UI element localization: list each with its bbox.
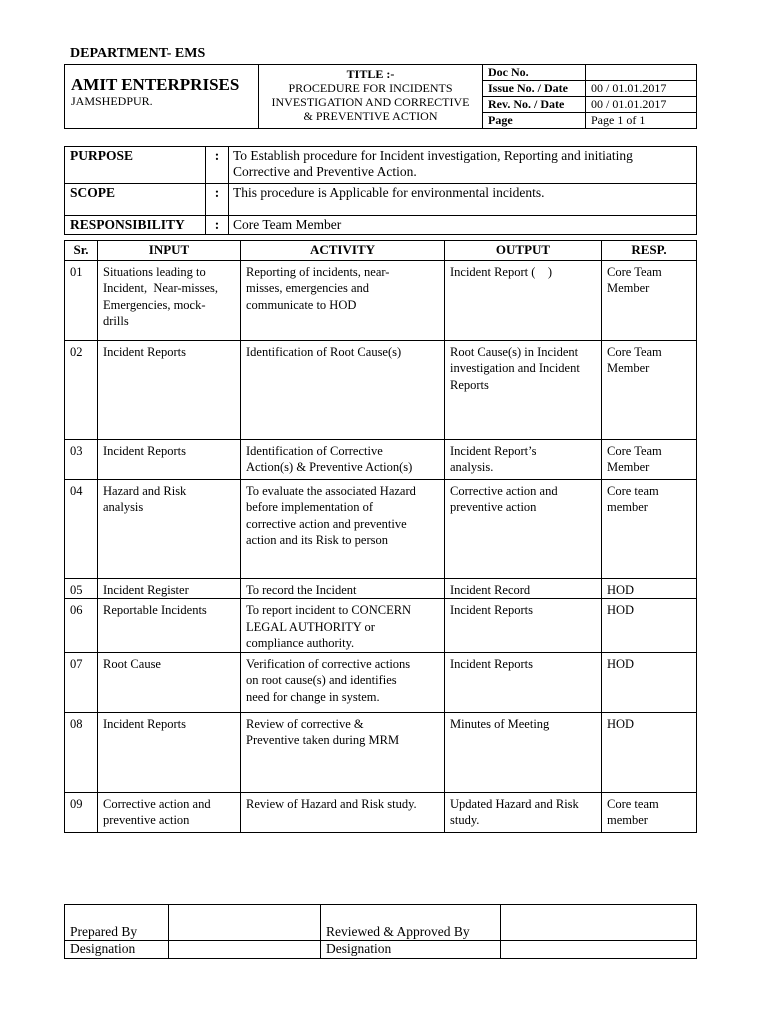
signoff-table: [64, 904, 697, 959]
row-activity: [241, 439, 445, 479]
row-resp-line: Core team: [607, 483, 659, 498]
row-output-line: investigation and Incident: [450, 361, 580, 375]
row-resp-line: Member: [607, 460, 650, 474]
row-resp: [602, 439, 697, 479]
scope-colon: :: [206, 184, 229, 216]
doc-no-value: [586, 65, 697, 81]
purpose-colon: :: [206, 147, 229, 184]
row-input-line: Incident Reports: [103, 344, 186, 359]
row-resp-line: Member: [607, 361, 650, 375]
procedure-table: [64, 240, 697, 833]
row-activity-line: compliance authority.: [246, 636, 355, 650]
header-resp: RESP.: [602, 241, 697, 261]
reviewed-by-value: [501, 905, 697, 941]
purpose-line-1: To Establish procedure for Incident investigation, Reporting and initiating: [233, 148, 633, 163]
row-input-line: Incident Reports: [103, 716, 186, 731]
row-activity-line: communicate to HOD: [246, 297, 357, 312]
row-input-line: Situations leading to: [103, 264, 206, 279]
row-resp-line: Core team: [607, 796, 659, 811]
prepared-by-value: [169, 905, 321, 941]
row-resp-line: HOD: [607, 716, 635, 731]
row-output: [445, 599, 602, 653]
page-label: Page: [483, 113, 586, 129]
row-input-line: Incident, Near-misses,: [103, 281, 218, 295]
row-input: [98, 652, 241, 712]
rev-no-value: 00 / 01.01.2017: [586, 97, 697, 113]
title-line-1: PROCEDURE FOR INCIDENTS: [288, 81, 453, 95]
row-output-line: Incident Record: [450, 582, 531, 597]
issue-no-label: Issue No. / Date: [483, 81, 586, 97]
row-resp: [602, 792, 697, 832]
row-activity-line: Verification of corrective actions: [246, 656, 411, 671]
row-resp-line: member: [607, 813, 648, 827]
page-value: Page 1 of 1: [586, 113, 697, 129]
row-input: [98, 479, 241, 578]
row-output-line: Reports: [450, 377, 489, 392]
row-activity: [241, 578, 445, 599]
row-output: [445, 792, 602, 832]
row-output-line: analysis.: [450, 460, 494, 474]
row-sr: 06: [65, 599, 98, 653]
scope-label: SCOPE: [65, 184, 206, 216]
row-activity: [241, 340, 445, 439]
header-output: OUTPUT: [445, 241, 602, 261]
row-resp-line: member: [607, 500, 648, 514]
row-activity-line: Review of corrective &: [246, 716, 364, 731]
row-activity-line: Action(s) & Preventive Action(s): [246, 460, 413, 474]
row-input: [98, 260, 241, 340]
row-resp: [602, 652, 697, 712]
row-output: [445, 340, 602, 439]
scope-value: This procedure is Applicable for environmental incidents.: [229, 184, 697, 216]
table-row: [65, 260, 697, 340]
row-sr: 09: [65, 792, 98, 832]
table-row: [65, 439, 697, 479]
row-resp-line: HOD: [607, 603, 635, 617]
designation-right-label: Designation: [321, 941, 501, 959]
row-resp: [602, 599, 697, 653]
row-input-line: analysis: [103, 500, 144, 514]
row-output: [445, 439, 602, 479]
row-activity-line: Identification of Corrective: [246, 443, 383, 458]
purpose-value: [229, 147, 697, 184]
row-resp: [602, 479, 697, 578]
row-activity: [241, 792, 445, 832]
purpose-label: PURPOSE: [65, 147, 206, 184]
row-input-line: Reportable Incidents: [103, 603, 207, 617]
purpose-scope-table: [64, 146, 697, 235]
row-resp: [602, 260, 697, 340]
row-activity-line: To evaluate the associated Hazard: [246, 483, 416, 498]
row-input: [98, 599, 241, 653]
row-resp-line: HOD: [607, 656, 635, 671]
row-activity-line: To record the Incident: [246, 582, 357, 597]
row-output-line: Incident Reports: [450, 656, 533, 671]
row-resp-line: Core Team: [607, 264, 662, 279]
table-row: [65, 712, 697, 792]
company-cell: [65, 65, 259, 129]
row-input: [98, 792, 241, 832]
row-output: [445, 260, 602, 340]
department-label: DEPARTMENT- EMS: [70, 46, 206, 61]
row-input-line: Incident Reports: [103, 443, 186, 458]
row-sr: 02: [65, 340, 98, 439]
row-activity: [241, 260, 445, 340]
row-sr: 08: [65, 712, 98, 792]
row-input: [98, 439, 241, 479]
row-activity-line: misses, emergencies and: [246, 281, 369, 295]
row-activity-line: Preventive taken during MRM: [246, 733, 400, 747]
prepared-by-label: Prepared By: [65, 905, 169, 941]
row-output-line: Incident Report ( ): [450, 264, 553, 279]
row-input-line: Hazard and Risk: [103, 483, 187, 498]
row-sr: 05: [65, 578, 98, 599]
row-activity-line: before implementation of: [246, 500, 374, 514]
row-activity-line: on root cause(s) and identifies: [246, 673, 397, 687]
header-input: INPUT: [98, 241, 241, 261]
header-sr: Sr.: [65, 241, 98, 261]
responsibility-value: Core Team Member: [229, 216, 697, 235]
table-row: [65, 578, 697, 599]
table-row: [65, 792, 697, 832]
row-input-line: preventive action: [103, 813, 190, 827]
row-resp: [602, 340, 697, 439]
row-output: [445, 479, 602, 578]
document-header-table: [64, 64, 697, 129]
row-activity: [241, 652, 445, 712]
title-line-2: INVESTIGATION AND CORRECTIVE: [271, 95, 470, 109]
table-row: [65, 599, 697, 653]
row-input-line: Emergencies, mock-: [103, 297, 206, 312]
procedure-table-body: [65, 241, 697, 833]
row-input: [98, 712, 241, 792]
row-output-line: Updated Hazard and Risk: [450, 796, 579, 811]
rev-no-label: Rev. No. / Date: [483, 97, 586, 113]
row-input-line: Corrective action and: [103, 796, 211, 811]
purpose-line-2: Corrective and Preventive Action.: [233, 164, 417, 179]
row-resp: [602, 578, 697, 599]
table-row: [65, 479, 697, 578]
row-input-line: drills: [103, 314, 129, 328]
title-line-3: & PREVENTIVE ACTION: [303, 109, 438, 123]
row-output-line: Incident Reports: [450, 603, 533, 617]
row-activity-line: corrective action and preventive: [246, 516, 407, 531]
header-activity: ACTIVITY: [241, 241, 445, 261]
row-input-line: Root Cause: [103, 656, 161, 671]
table-row: [65, 340, 697, 439]
row-sr: 07: [65, 652, 98, 712]
row-output-line: Incident Report’s: [450, 443, 537, 458]
row-activity-line: need for change in system.: [246, 689, 380, 704]
table-row: [65, 652, 697, 712]
row-input: [98, 340, 241, 439]
row-sr: 04: [65, 479, 98, 578]
row-activity-line: Review of Hazard and Risk study.: [246, 796, 417, 811]
row-resp-line: Member: [607, 281, 650, 295]
row-resp: [602, 712, 697, 792]
row-sr: 03: [65, 439, 98, 479]
row-activity-line: Reporting of incidents, near-: [246, 264, 390, 279]
row-output: [445, 578, 602, 599]
row-input: [98, 578, 241, 599]
row-resp-line: Core Team: [607, 344, 662, 359]
row-activity: [241, 599, 445, 653]
row-input-line: Incident Register: [103, 582, 189, 597]
designation-right-value: [501, 941, 697, 959]
row-output-line: preventive action: [450, 500, 537, 514]
company-city: JAMSHEDPUR.: [71, 94, 153, 108]
row-output-line: Minutes of Meeting: [450, 716, 550, 731]
responsibility-colon: :: [206, 216, 229, 235]
row-activity: [241, 479, 445, 578]
row-resp-line: Core Team: [607, 443, 662, 458]
row-activity-line: action and its Risk to person: [246, 533, 388, 547]
row-output-line: Root Cause(s) in Incident: [450, 344, 579, 359]
row-activity: [241, 712, 445, 792]
row-output-line: study.: [450, 813, 480, 827]
doc-no-label: Doc No.: [483, 65, 586, 81]
title-heading: TITLE :-: [346, 67, 395, 81]
row-sr: 01: [65, 260, 98, 340]
row-output: [445, 712, 602, 792]
responsibility-label: RESPONSIBILITY: [65, 216, 206, 235]
row-activity-line: To report incident to CONCERN: [246, 603, 412, 617]
row-output: [445, 652, 602, 712]
row-activity-line: Identification of Root Cause(s): [246, 344, 402, 359]
row-resp-line: HOD: [607, 582, 635, 597]
reviewed-by-label: Reviewed & Approved By: [321, 905, 501, 941]
company-name: AMIT ENTERPRISES: [71, 75, 240, 94]
row-output-line: Corrective action and: [450, 483, 558, 498]
designation-left-value: [169, 941, 321, 959]
designation-left-label: Designation: [65, 941, 169, 959]
title-cell: [259, 65, 483, 129]
row-activity-line: LEGAL AUTHORITY or: [246, 619, 375, 634]
table-header-row: [65, 241, 697, 261]
issue-no-value: 00 / 01.01.2017: [586, 81, 697, 97]
